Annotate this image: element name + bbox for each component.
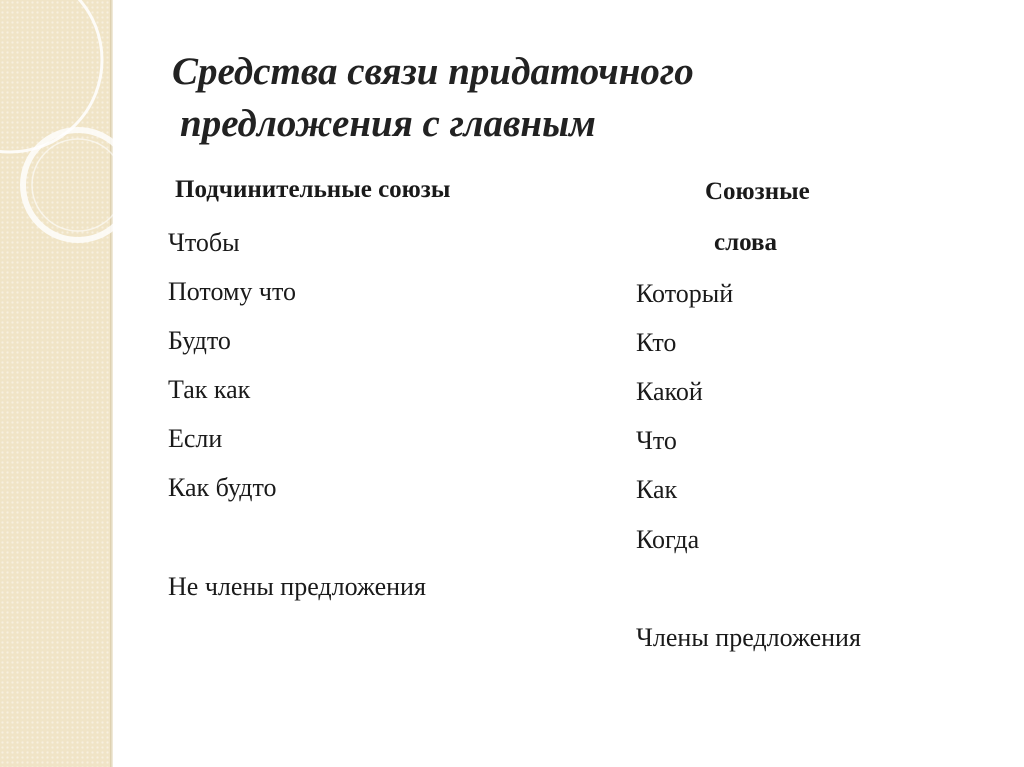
list-item: Потому что [168,277,297,306]
left-column-heading: Подчинительные союзы [175,176,451,203]
list-item: Который [636,279,734,308]
list-item: Как [636,475,678,504]
list-item: Какой [636,377,703,406]
decorative-rings-icon [0,0,150,260]
title-line-2: предложения с главным [180,102,596,145]
list-item: Когда [636,525,700,554]
list-item: Что [636,426,677,455]
list-item: Чтобы [168,228,240,257]
list-item: Как будто [168,473,277,502]
right-column-heading-line-2: слова [714,229,778,256]
list-item: Если [168,424,223,453]
left-column-footer: Не члены предложения [168,572,426,601]
right-column-footer: Члены предложения [636,623,861,652]
slide-title [172,46,694,150]
title-line-1: Средства связи придаточного [172,50,694,93]
right-column-heading-line-1: Союзные [705,178,810,205]
list-item: Кто [636,328,677,357]
list-item: Так как [168,375,251,404]
list-item: Будто [168,326,231,355]
